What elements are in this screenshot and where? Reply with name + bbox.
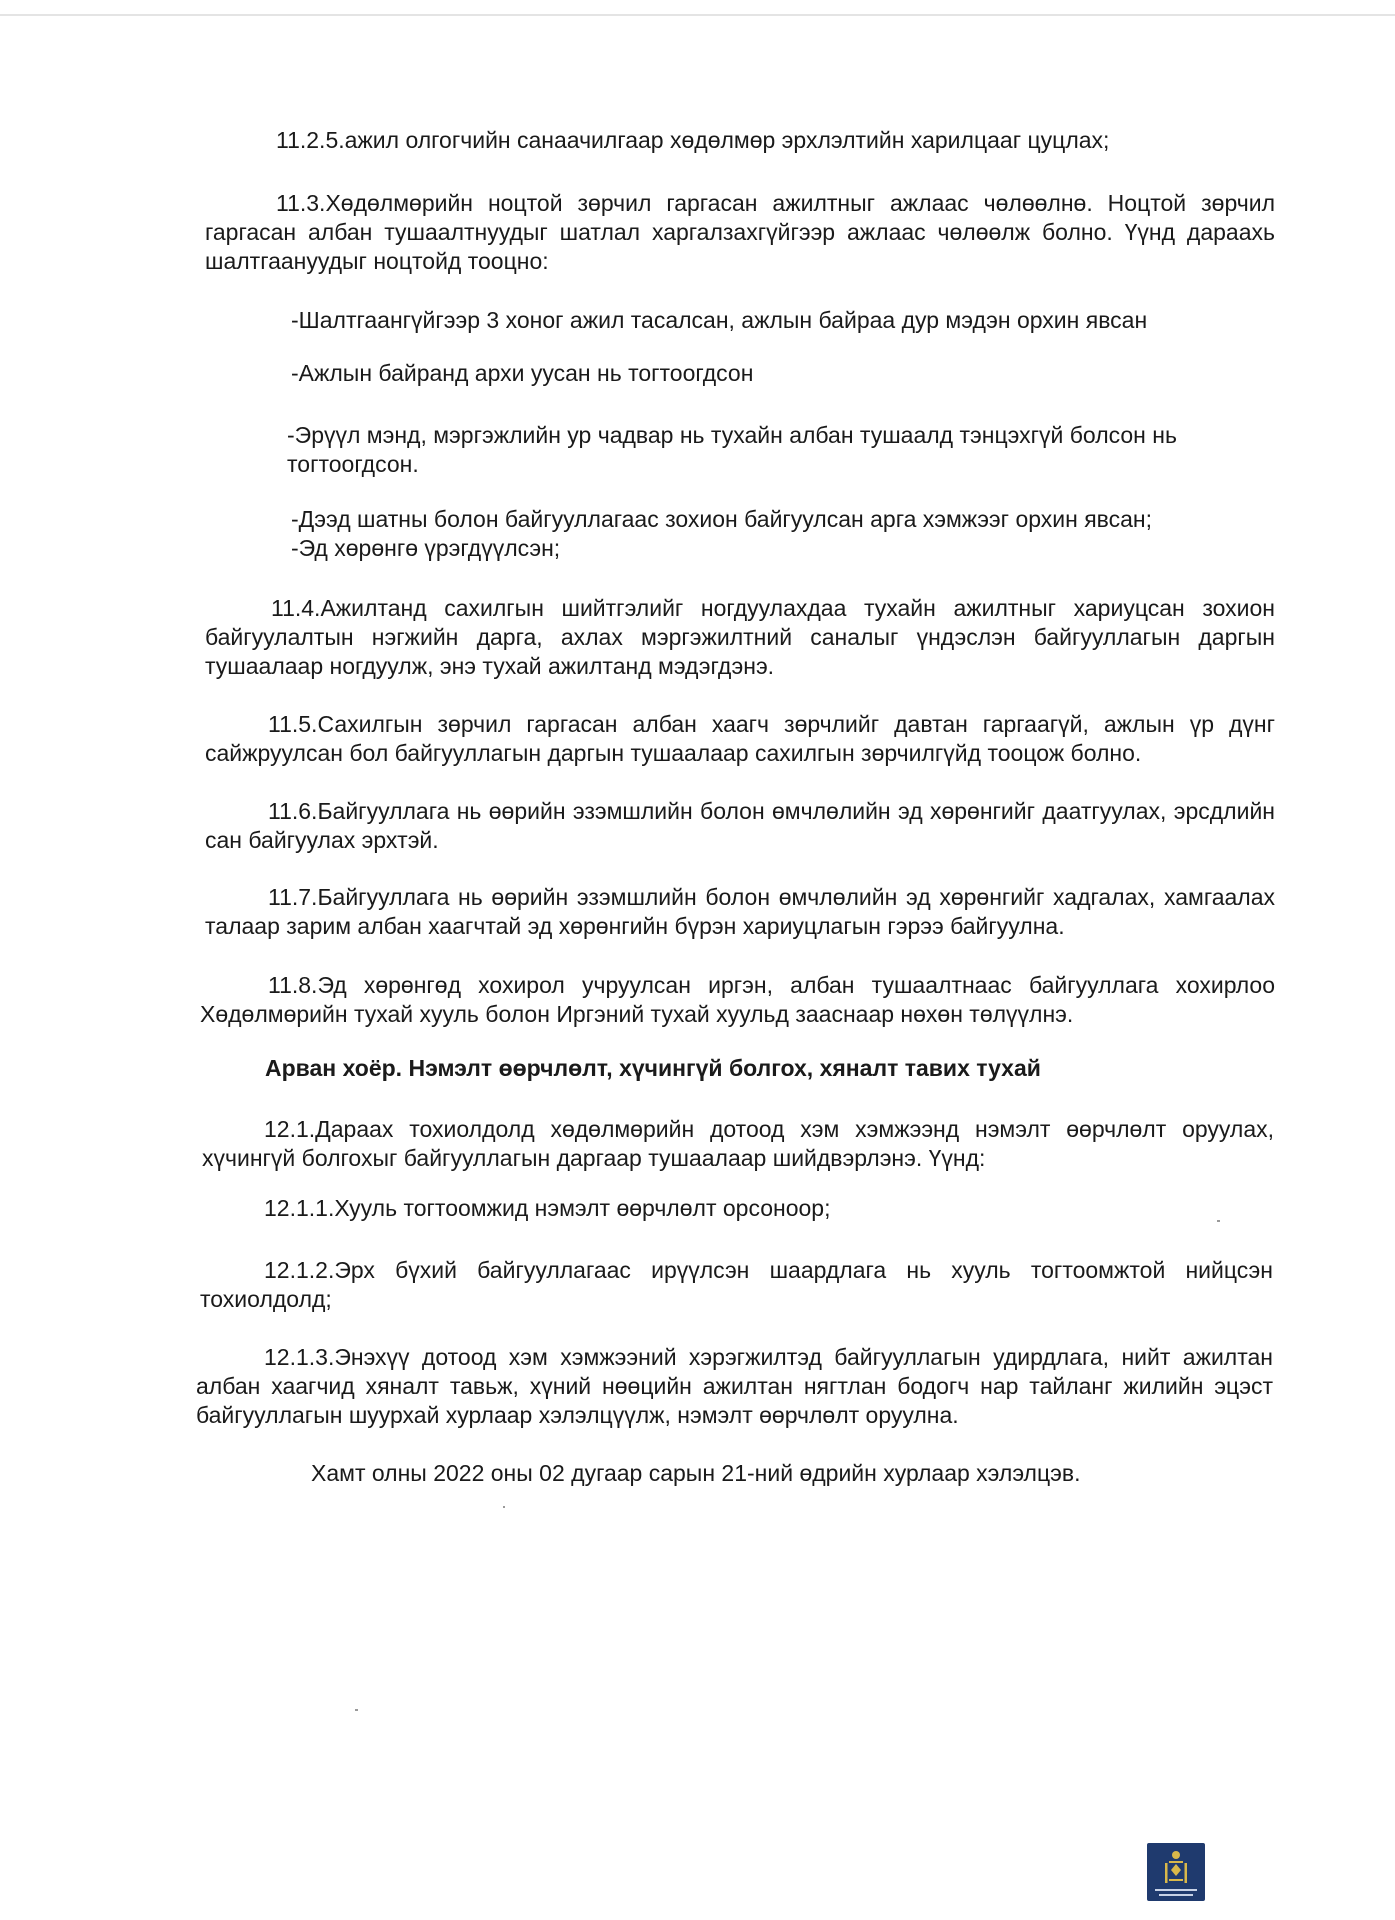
paragraph-12-1: 12.1.Дараах тохиолдолд хөдөлмөрийн дотоод хэм хэмжээнд нэмэлт өөрчлөлт оруулах, хүчингүй болгохыг байгууллагын даргаар тушаалаар шийдвэрлэнэ. Үүнд: bbox=[202, 1116, 1274, 1171]
scan-speck bbox=[355, 1709, 358, 1711]
paragraph-11-4: 11.4.Ажилтанд сахилгын шийтгэлийг ногдуулахдаа тухайн ажилтныг хариуцсан зохион байгуулалтын нэгжийн дарга, ахлах мэргэжилтний саналыг үндэслэн байгууллагын даргын тушаалаар ногдуулж, энэ тухай ажилтанд мэдэгдэнэ. bbox=[205, 595, 1275, 679]
paragraph-11-8: 11.8.Эд хөрөнгөд хохирол учруулсан иргэн, албан тушаалтнаас байгууллага хохирлоо Хөдөлмөрийн тухай хууль болон Иргэний тухай хуульд зааснаар нөхөн төлүүлнэ. bbox=[200, 972, 1275, 1027]
paragraph-11-2-5: 11.2.5.ажил олгогчийн санаачилгаар хөдөлмөр эрхлэлтийн харилцааг цуцлах; bbox=[276, 127, 1110, 153]
list-item-health: -Эрүүл мэнд, мэргэжлийн ур чадвар нь тухайн албан тушаалд тэнцэхгүй болсон нь тогтоогдсон. bbox=[287, 422, 1177, 477]
list-item-absence: -Шалтгаангүйгээр 3 хоног ажил тасалсан, ажлын байраа дур мэдэн орхин явсан bbox=[291, 307, 1148, 333]
paragraph-11-3: 11.3.Хөдөлмөрийн ноцтой зөрчил гаргасан ажилтныг ажлаас чөлөөлнө. Ноцтой зөрчил гаргасан албан тушаалтнуудыг шатлал харгалзахгүйгээр ажлаас чөлөөлж болно. Үүнд дараахь шалтгаануудыг ноцтойд тооцно: bbox=[205, 190, 1275, 274]
scan-speck bbox=[1217, 1220, 1220, 1222]
paragraph-12-1-3: 12.1.3.Энэхүү дотоод хэм хэмжээний хэрэгжилтэд байгууллагын удирдлага, нийт ажилтан албан хаагчид хяналт тавьж, хүний нөөцийн ажилтан нягтлан бодогч нар тайланг жилийн эцэст байгууллагын шуурхай хурлаар хэлэлцүүлж, нэмэлт өөрчлөлт оруулна. bbox=[196, 1344, 1273, 1428]
page-top-edge bbox=[0, 14, 1395, 16]
list-item-event: -Дээд шатны болон байгууллагаас зохион байгуулсан арга хэмжээг орхин явсан; bbox=[291, 506, 1153, 532]
paragraph-11-7: 11.7.Байгууллага нь өөрийн эзэмшлийн болон өмчлөлийн эд хөрөнгийг хадгалах, хамгаалах талаар зарим албан хаагчтай эд хөрөнгийн бүрэн хариуцлагын гэрээ байгуулна. bbox=[205, 884, 1275, 939]
paragraph-12-1-1: 12.1.1.Хууль тогтоомжид нэмэлт өөрчлөлт орсоноор; bbox=[264, 1195, 831, 1221]
section-heading: Арван хоёр. Нэмэлт өөрчлөлт, хүчингүй болгох, хяналт тавих тухай bbox=[265, 1055, 1041, 1081]
closing-statement: Хамт олны 2022 оны 02 дугаар сарын 21-ний өдрийн хурлаар хэлэлцэв. bbox=[311, 1460, 1081, 1486]
list-item-property: -Эд хөрөнгө үрэгдүүлсэн; bbox=[291, 535, 561, 561]
paragraph-12-1-2: 12.1.2.Эрх бүхий байгууллагаас ирүүлсэн шаардлага нь хууль тогтоомжтой нийцсэн тохиолдолд; bbox=[200, 1257, 1273, 1312]
list-item-alcohol: -Ажлын байранд архи уусан нь тогтоогдсон bbox=[291, 360, 754, 386]
government-emblem-logo bbox=[1147, 1843, 1205, 1901]
paragraph-11-6: 11.6.Байгууллага нь өөрийн эзэмшлийн болон өмчлөлийн эд хөрөнгийг даатгуулах, эрсдлийн сан байгуулах эрхтэй. bbox=[205, 798, 1275, 853]
soyombo-emblem-icon bbox=[1147, 1843, 1205, 1901]
paragraph-11-5: 11.5.Сахилгын зөрчил гаргасан албан хаагч зөрчлийг давтан гаргаагүй, ажлын үр дүнг сайжруулсан бол байгууллагын даргын тушаалаар сахилгын зөрчилгүйд тооцож болно. bbox=[205, 711, 1275, 766]
scan-speck bbox=[503, 1506, 505, 1508]
